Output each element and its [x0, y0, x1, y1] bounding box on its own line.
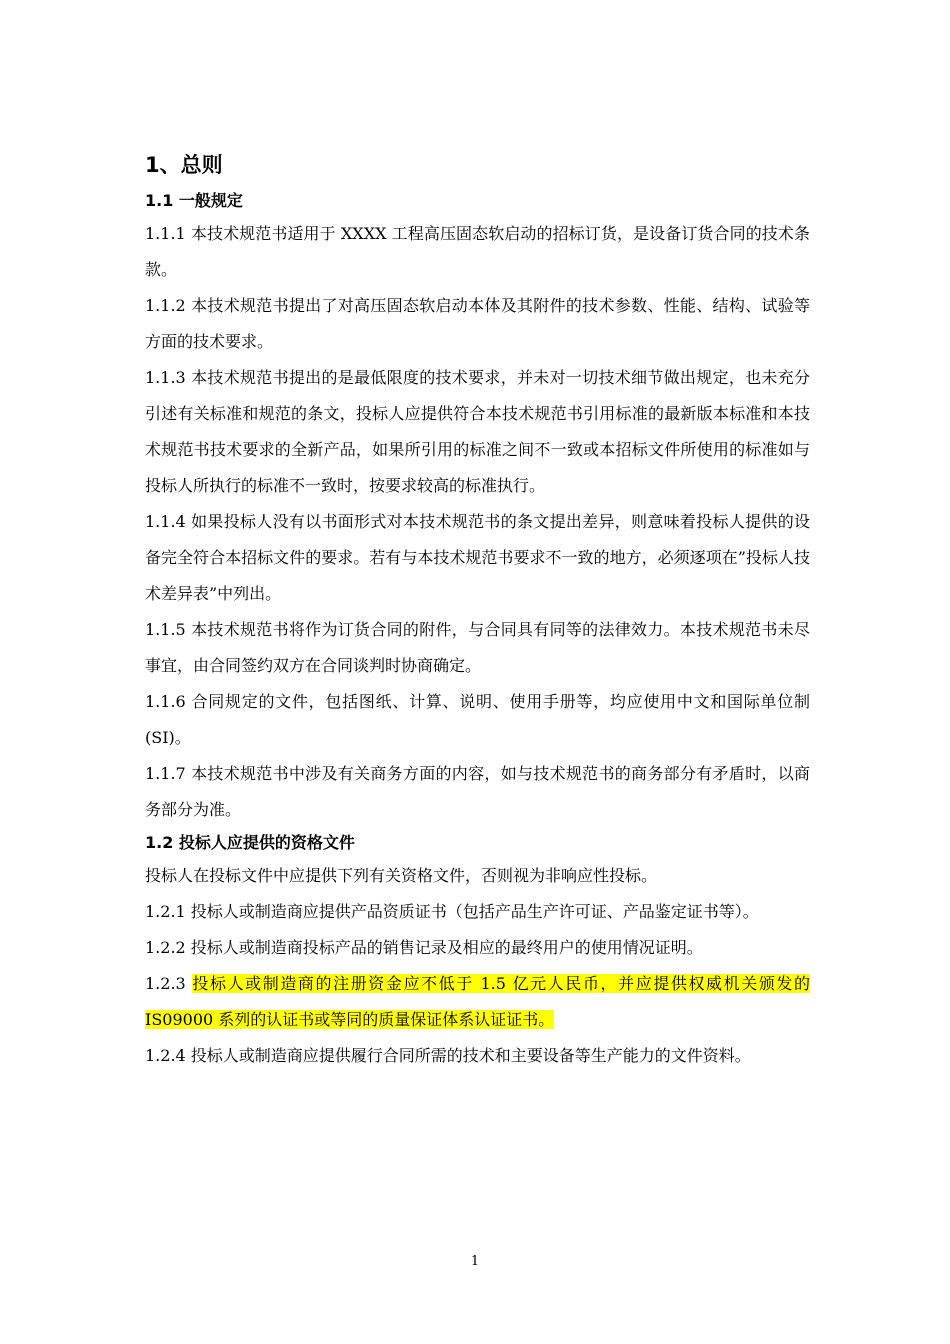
clause-1-2-2 — [145, 930, 810, 966]
clause-1-2-3 — [145, 966, 810, 1038]
clause-number: 1.1.4 — [145, 512, 186, 531]
highlighted-text: 投标人或制造商的注册资金应不低于 1.5 亿元人民币，并应提供权威机关颁发的 IS09000 系列的认证书或等同的质量保证体系认证证书。 — [145, 974, 810, 1029]
clause-number: 1.1.6 — [145, 692, 186, 711]
section-heading-1-1: 1.1 一般规定 — [145, 191, 243, 210]
clause-text: 本技术规范书适用于 XXXX 工程高压固态软启动的招标订货，是设备订货合同的技术条款。 — [145, 224, 810, 279]
clause-number: 1.2.2 — [145, 938, 186, 957]
clause-1-1-1 — [145, 216, 810, 288]
clause-text: 投标人或制造商应提供产品资质证书（包括产品生产许可证、产品鉴定证书等）。 — [185, 902, 759, 921]
clause-number: 1.1.7 — [145, 764, 186, 783]
clause-text: 本技术规范书提出的是最低限度的技术要求，并未对一切技术细节做出规定，也未充分引述有关标准和规范的条文，投标人应提供符合本技术规范书引用标准的最新版本标准和本技术规范书技术要求的全新产品，如果所引用的标准之间不一致或本招标文件所使用的标准如与投标人所执行的标准不一致时，按要求较高的标准执行。 — [145, 368, 810, 495]
clause-number: 1.2.4 — [145, 1046, 186, 1065]
clause-1-1-3 — [145, 360, 810, 504]
clause-number: 1.1.2 — [145, 296, 186, 315]
section-heading-1-2: 1.2 投标人应提供的资格文件 — [145, 833, 355, 852]
clause-text: 合同规定的文件，包括图纸、计算、说明、使用手册等，均应使用中文和国际单位制(SI)。 — [145, 692, 810, 747]
clause-number: 1.1.1 — [145, 224, 186, 243]
clause-text: 如果投标人没有以书面形式对本技术规范书的条文提出差异，则意味着投标人提供的设备完全符合本招标文件的要求。若有与本技术规范书要求不一致的地方，必须逐项在”投标人技术差异表”中列出。 — [145, 512, 810, 603]
clause-1-2-1 — [145, 894, 810, 930]
clause-1-2-4 — [145, 1038, 810, 1074]
clause-text: 本技术规范书将作为订货合同的附件，与合同具有同等的法律效力。本技术规范书未尽事宜，由合同签约双方在合同谈判时协商确定。 — [145, 620, 810, 675]
document-body — [145, 150, 810, 1074]
clause-1-1-7 — [145, 756, 810, 828]
clause-1-1-4 — [145, 504, 810, 612]
section-intro: 投标人在投标文件中应提供下列有关资格文件，否则视为非响应性投标。 — [145, 866, 658, 885]
clause-number: 1.2.1 — [145, 902, 186, 921]
chapter-heading: 1、总则 — [145, 153, 223, 177]
clause-text: 投标人或制造商投标产品的销售记录及相应的最终用户的使用情况证明。 — [185, 938, 703, 957]
page-number: 1 — [470, 1254, 480, 1269]
clause-number: 1.1.5 — [145, 620, 186, 639]
clause-1-1-5 — [145, 612, 810, 684]
clause-1-1-2 — [145, 288, 810, 360]
clause-text: 本技术规范书提出了对高压固态软启动本体及其附件的技术参数、性能、结构、试验等方面的技术要求。 — [145, 296, 810, 351]
clause-1-1-6 — [145, 684, 810, 756]
clause-number: 1.2.3 — [145, 974, 186, 993]
clause-text: 投标人或制造商应提供履行合同所需的技术和主要设备等生产能力的文件资料。 — [185, 1046, 751, 1065]
clause-number: 1.1.3 — [145, 368, 186, 387]
clause-text: 本技术规范书中涉及有关商务方面的内容，如与技术规范书的商务部分有矛盾时，以商务部分为准。 — [145, 764, 810, 819]
